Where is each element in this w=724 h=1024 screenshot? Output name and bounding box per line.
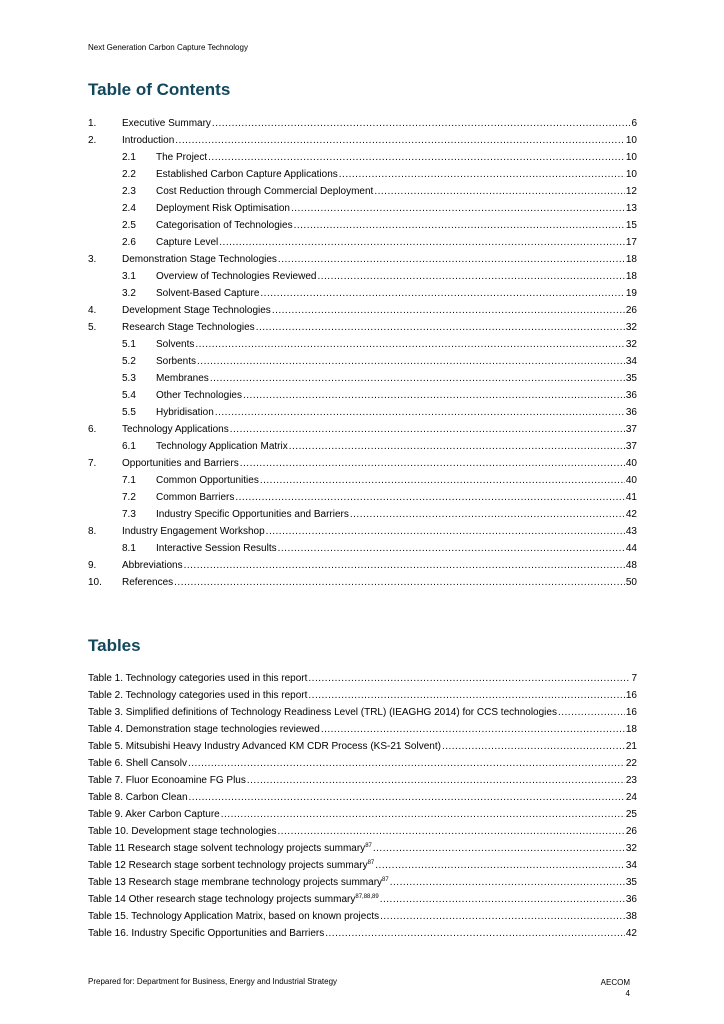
toc-entry[interactable] (88, 268, 637, 285)
toc-entry-page: 50 (625, 577, 637, 588)
dot-leader (174, 574, 625, 591)
toc-entry[interactable] (88, 302, 637, 319)
toc-entry-page: 36 (625, 407, 637, 418)
footer-company: AECOM (600, 978, 630, 987)
dot-leader (247, 772, 625, 789)
table-entry-title (88, 823, 276, 840)
table-entry-footnote-ref: 87,88,89 (355, 894, 379, 900)
table-entry-page: 34 (625, 860, 637, 871)
dot-leader (235, 489, 625, 506)
table-entry-text: Table 16. Industry Specific Opportunities and Barriers (88, 928, 325, 939)
toc-entry-title: Deployment Risk Optimisation (156, 203, 290, 214)
toc-entry-number: 4. (88, 305, 97, 316)
table-entry-text: Table 7. Fluor Econoamine FG Plus (88, 775, 246, 786)
table-entry-title (88, 789, 188, 806)
toc-entry-title: Research Stage Technologies (122, 322, 255, 333)
toc-entry[interactable] (88, 353, 637, 370)
table-entry-title (88, 806, 220, 823)
dot-leader (272, 302, 625, 319)
table-entry-title (88, 772, 246, 789)
toc-entry-page: 48 (625, 560, 637, 571)
toc-entry-page: 35 (625, 373, 637, 384)
dot-leader (230, 421, 625, 438)
dot-leader (256, 319, 625, 336)
table-entry-title (88, 857, 374, 874)
dot-leader (188, 755, 625, 772)
dot-leader (325, 925, 625, 942)
toc-entry[interactable] (88, 336, 637, 353)
toc-entry-number: 3.1 (122, 271, 136, 282)
toc-entry-number: 5.2 (122, 356, 136, 367)
table-entry-title (88, 738, 441, 755)
dot-leader (380, 891, 625, 908)
table-entry[interactable] (88, 704, 637, 721)
toc-entry-title: Categorisation of Technologies (156, 220, 293, 231)
table-entry-page: 32 (625, 843, 637, 854)
toc-entry-number: 2.2 (122, 169, 136, 180)
toc-entry[interactable] (88, 251, 637, 268)
table-entry[interactable] (88, 772, 637, 789)
toc-entry-number: 5.4 (122, 390, 136, 401)
table-entry-page: 26 (625, 826, 637, 837)
table-entry[interactable] (88, 908, 637, 925)
toc-entry[interactable] (88, 523, 637, 540)
toc-entry[interactable] (88, 183, 637, 200)
table-entry-footnote-ref: 87 (365, 843, 372, 849)
toc-entry-page: 15 (625, 220, 637, 231)
table-entry[interactable] (88, 857, 637, 874)
table-entry-text: Table 5. Mitsubishi Heavy Industry Advanced KM CDR Process (KS-21 Solvent) (88, 741, 441, 752)
toc-heading: Table of Contents (88, 80, 231, 99)
table-entry-text: Table 1. Technology categories used in this report (88, 673, 308, 684)
table-entry[interactable] (88, 789, 637, 806)
dot-leader (212, 115, 631, 132)
table-entry[interactable] (88, 738, 637, 755)
table-entry-text: Table 3. Simplified definitions of Technology Readiness Level (TRL) (IEAGHG 2014) for CCS technologies (88, 707, 557, 718)
table-entry-footnote-ref: 87 (367, 860, 375, 866)
toc-entry-title: Common Opportunities (156, 475, 259, 486)
toc-entry-title: Sorbents (156, 356, 197, 367)
table-entry-title (88, 704, 557, 721)
toc-entry-number: 2.5 (122, 220, 136, 231)
dot-leader (373, 840, 625, 857)
toc-entry-page: 42 (625, 509, 637, 520)
toc-entry[interactable] (88, 472, 637, 489)
toc-entry[interactable] (88, 387, 637, 404)
toc-entry-number: 2.1 (122, 152, 136, 163)
table-entry-title (88, 891, 379, 908)
toc-entry[interactable] (88, 557, 637, 574)
toc-entry-title: Abbreviations (122, 560, 183, 571)
toc-entry[interactable] (88, 319, 637, 336)
dot-leader (321, 721, 625, 738)
table-entry-page: 25 (625, 809, 637, 820)
toc-entry-page: 36 (625, 390, 637, 401)
toc-entry[interactable] (88, 540, 637, 557)
table-entry[interactable] (88, 840, 637, 857)
toc-entry-page: 43 (625, 526, 637, 537)
toc-entry-page: 6 (631, 118, 637, 129)
dot-leader (260, 285, 624, 302)
toc-entry-title: Executive Summary (122, 118, 211, 129)
toc-entry[interactable] (88, 438, 637, 455)
table-entry-footnote-ref: 87 (382, 877, 389, 883)
dot-leader (221, 806, 625, 823)
toc-entry-page: 32 (625, 322, 637, 333)
footer-prepared-for: Prepared for: Department for Business, Energy and Industrial Strategy (88, 977, 338, 986)
toc-entry[interactable] (88, 404, 637, 421)
toc-entry-title: Membranes (156, 373, 209, 384)
table-entry-page: 16 (625, 690, 637, 701)
toc-entry-page: 18 (625, 254, 637, 265)
toc-entry-page: 41 (625, 492, 637, 503)
table-entry-title (88, 908, 379, 925)
dot-leader (260, 472, 625, 489)
table-entry-page: 35 (625, 877, 637, 888)
dot-leader (291, 200, 625, 217)
toc-entry-page: 44 (625, 543, 637, 554)
dot-leader (339, 166, 625, 183)
dot-leader (380, 908, 625, 925)
toc-entry-title: Capture Level (156, 237, 219, 248)
toc-entry-number: 8. (88, 526, 97, 537)
toc-entry[interactable] (88, 489, 637, 506)
table-entry-page: 22 (625, 758, 637, 769)
toc-entry-number: 2.3 (122, 186, 136, 197)
toc-entry[interactable] (88, 166, 637, 183)
table-entry-title (88, 721, 320, 738)
list-of-tables (88, 670, 637, 942)
table-of-contents (88, 115, 637, 591)
table-entry[interactable] (88, 670, 637, 687)
toc-entry[interactable] (88, 370, 637, 387)
toc-entry-number: 8.1 (122, 543, 136, 554)
table-entry-title (88, 840, 372, 857)
dot-leader (558, 704, 625, 721)
dot-leader (195, 336, 625, 353)
toc-entry-title: Other Technologies (156, 390, 242, 401)
dot-leader (374, 183, 625, 200)
table-entry-page: 36 (625, 894, 637, 905)
toc-entry-title: Technology Application Matrix (156, 441, 288, 452)
toc-entry[interactable] (88, 132, 637, 149)
toc-entry-title: Industry Specific Opportunities and Barriers (156, 509, 349, 520)
toc-entry-title: Demonstration Stage Technologies (122, 254, 277, 265)
toc-entry-page: 10 (625, 152, 637, 163)
toc-entry-page: 40 (625, 458, 637, 469)
toc-entry-number: 5.3 (122, 373, 136, 384)
toc-entry[interactable] (88, 506, 637, 523)
toc-entry-page: 10 (625, 169, 637, 180)
dot-leader (189, 789, 625, 806)
table-entry-text: Table 11 Research stage solvent technology projects summary (88, 843, 366, 854)
toc-entry-page: 17 (625, 237, 637, 248)
toc-entry-title: Technology Applications (122, 424, 229, 435)
toc-entry[interactable] (88, 115, 637, 132)
dot-leader (289, 438, 625, 455)
table-entry-title (88, 874, 389, 891)
toc-entry-number: 5.5 (122, 407, 136, 418)
toc-entry-title: Opportunities and Barriers (122, 458, 239, 469)
toc-entry-title: Solvents (156, 339, 195, 350)
table-entry[interactable] (88, 687, 637, 704)
table-entry-title (88, 687, 307, 704)
table-entry[interactable] (88, 721, 637, 738)
table-entry-page: 42 (625, 928, 637, 939)
dot-leader (219, 234, 625, 251)
table-entry[interactable] (88, 823, 637, 840)
toc-entry-title: References (122, 577, 174, 588)
dot-leader (240, 455, 625, 472)
toc-entry[interactable] (88, 149, 637, 166)
table-entry-text: Table 6. Shell Cansolv (88, 758, 187, 769)
dot-leader (215, 404, 625, 421)
toc-entry-number: 3. (88, 254, 97, 265)
dot-leader (308, 687, 624, 704)
table-entry[interactable] (88, 891, 637, 908)
table-entry-title (88, 755, 187, 772)
toc-entry-number: 5. (88, 322, 97, 333)
toc-entry-page: 10 (625, 135, 637, 146)
toc-entry-page: 34 (625, 356, 637, 367)
table-entry-page: 23 (625, 775, 637, 786)
dot-leader (350, 506, 625, 523)
dot-leader (175, 132, 625, 149)
running-header: Next Generation Carbon Capture Technology (88, 43, 248, 52)
toc-entry-number: 6.1 (122, 441, 136, 452)
table-entry-page: 24 (625, 792, 637, 803)
table-entry-page: 18 (625, 724, 637, 735)
table-entry-page: 21 (625, 741, 637, 752)
dot-leader (308, 670, 630, 687)
toc-entry-title: Hybridisation (156, 407, 214, 418)
toc-entry-title: Overview of Technologies Reviewed (156, 271, 317, 282)
dot-leader (390, 874, 625, 891)
toc-entry-title: Introduction (122, 135, 175, 146)
footer-right (601, 977, 630, 999)
table-entry-page: 16 (625, 707, 637, 718)
table-entry-text: Table 15. Technology Application Matrix, based on known projects (88, 911, 380, 922)
toc-entry-number: 6. (88, 424, 97, 435)
toc-entry[interactable] (88, 455, 637, 472)
dot-leader (266, 523, 625, 540)
toc-entry[interactable] (88, 421, 637, 438)
table-entry-page: 7 (631, 673, 637, 684)
table-entry-text: Table 9. Aker Carbon Capture (88, 809, 220, 820)
dot-leader (442, 738, 625, 755)
toc-entry-number: 7.2 (122, 492, 136, 503)
dot-leader (375, 857, 625, 874)
dot-leader (210, 370, 625, 387)
toc-entry-title: Cost Reduction through Commercial Deployment (156, 186, 374, 197)
table-entry[interactable] (88, 874, 637, 891)
toc-entry-page: 37 (625, 441, 637, 452)
toc-entry[interactable] (88, 217, 637, 234)
table-entry[interactable] (88, 925, 637, 942)
toc-entry-page: 13 (625, 203, 637, 214)
table-entry-title (88, 925, 324, 942)
toc-entry-page: 19 (625, 288, 637, 299)
toc-entry-title: Development Stage Technologies (122, 305, 271, 316)
toc-entry-title: Industry Engagement Workshop (122, 526, 265, 537)
table-entry-text: Table 2. Technology categories used in this report (88, 690, 308, 701)
toc-entry[interactable] (88, 200, 637, 217)
toc-entry-number: 3.2 (122, 288, 136, 299)
toc-entry[interactable] (88, 234, 637, 251)
dot-leader (243, 387, 625, 404)
table-entry-text: Table 14 Other research stage technology projects summary (88, 894, 356, 905)
toc-entry-title: Interactive Session Results (156, 543, 277, 554)
table-entry-text: Table 13 Research stage membrane technology projects summary (88, 877, 383, 888)
page-number: 4 (625, 989, 630, 998)
table-entry-title (88, 670, 307, 687)
dot-leader (197, 353, 625, 370)
toc-entry-page: 18 (625, 271, 637, 282)
toc-entry-page: 12 (625, 186, 637, 197)
toc-entry-page: 32 (625, 339, 637, 350)
toc-entry-page: 40 (625, 475, 637, 486)
toc-entry-title: The Project (156, 152, 208, 163)
table-entry-text: Table 4. Demonstration stage technologies reviewed (88, 724, 320, 735)
dot-leader (184, 557, 625, 574)
toc-entry[interactable] (88, 285, 637, 302)
dot-leader (278, 540, 625, 557)
table-entry[interactable] (88, 806, 637, 823)
table-entry-text: Table 12 Research stage sorbent technology projects summary (88, 860, 368, 871)
toc-entry-number: 7.1 (122, 475, 136, 486)
tables-heading: Tables (88, 636, 141, 655)
toc-entry[interactable] (88, 574, 637, 591)
table-entry[interactable] (88, 755, 637, 772)
toc-entry-number: 2.4 (122, 203, 136, 214)
dot-leader (277, 823, 624, 840)
toc-entry-number: 10. (88, 577, 102, 588)
toc-entry-number: 2. (88, 135, 97, 146)
toc-entry-page: 37 (625, 424, 637, 435)
toc-entry-number: 7. (88, 458, 97, 469)
dot-leader (208, 149, 625, 166)
toc-entry-number: 5.1 (122, 339, 136, 350)
toc-entry-page: 26 (625, 305, 637, 316)
toc-entry-number: 2.6 (122, 237, 136, 248)
toc-entry-number: 7.3 (122, 509, 136, 520)
table-entry-text: Table 8. Carbon Clean (88, 792, 188, 803)
table-entry-page: 38 (625, 911, 637, 922)
dot-leader (278, 251, 625, 268)
toc-entry-title: Established Carbon Capture Applications (156, 169, 338, 180)
toc-entry-title: Solvent-Based Capture (156, 288, 260, 299)
dot-leader (317, 268, 624, 285)
dot-leader (294, 217, 625, 234)
toc-entry-number: 9. (88, 560, 97, 571)
table-entry-text: Table 10. Development stage technologies (88, 826, 277, 837)
toc-entry-number: 1. (88, 118, 97, 129)
toc-entry-title: Common Barriers (156, 492, 235, 503)
